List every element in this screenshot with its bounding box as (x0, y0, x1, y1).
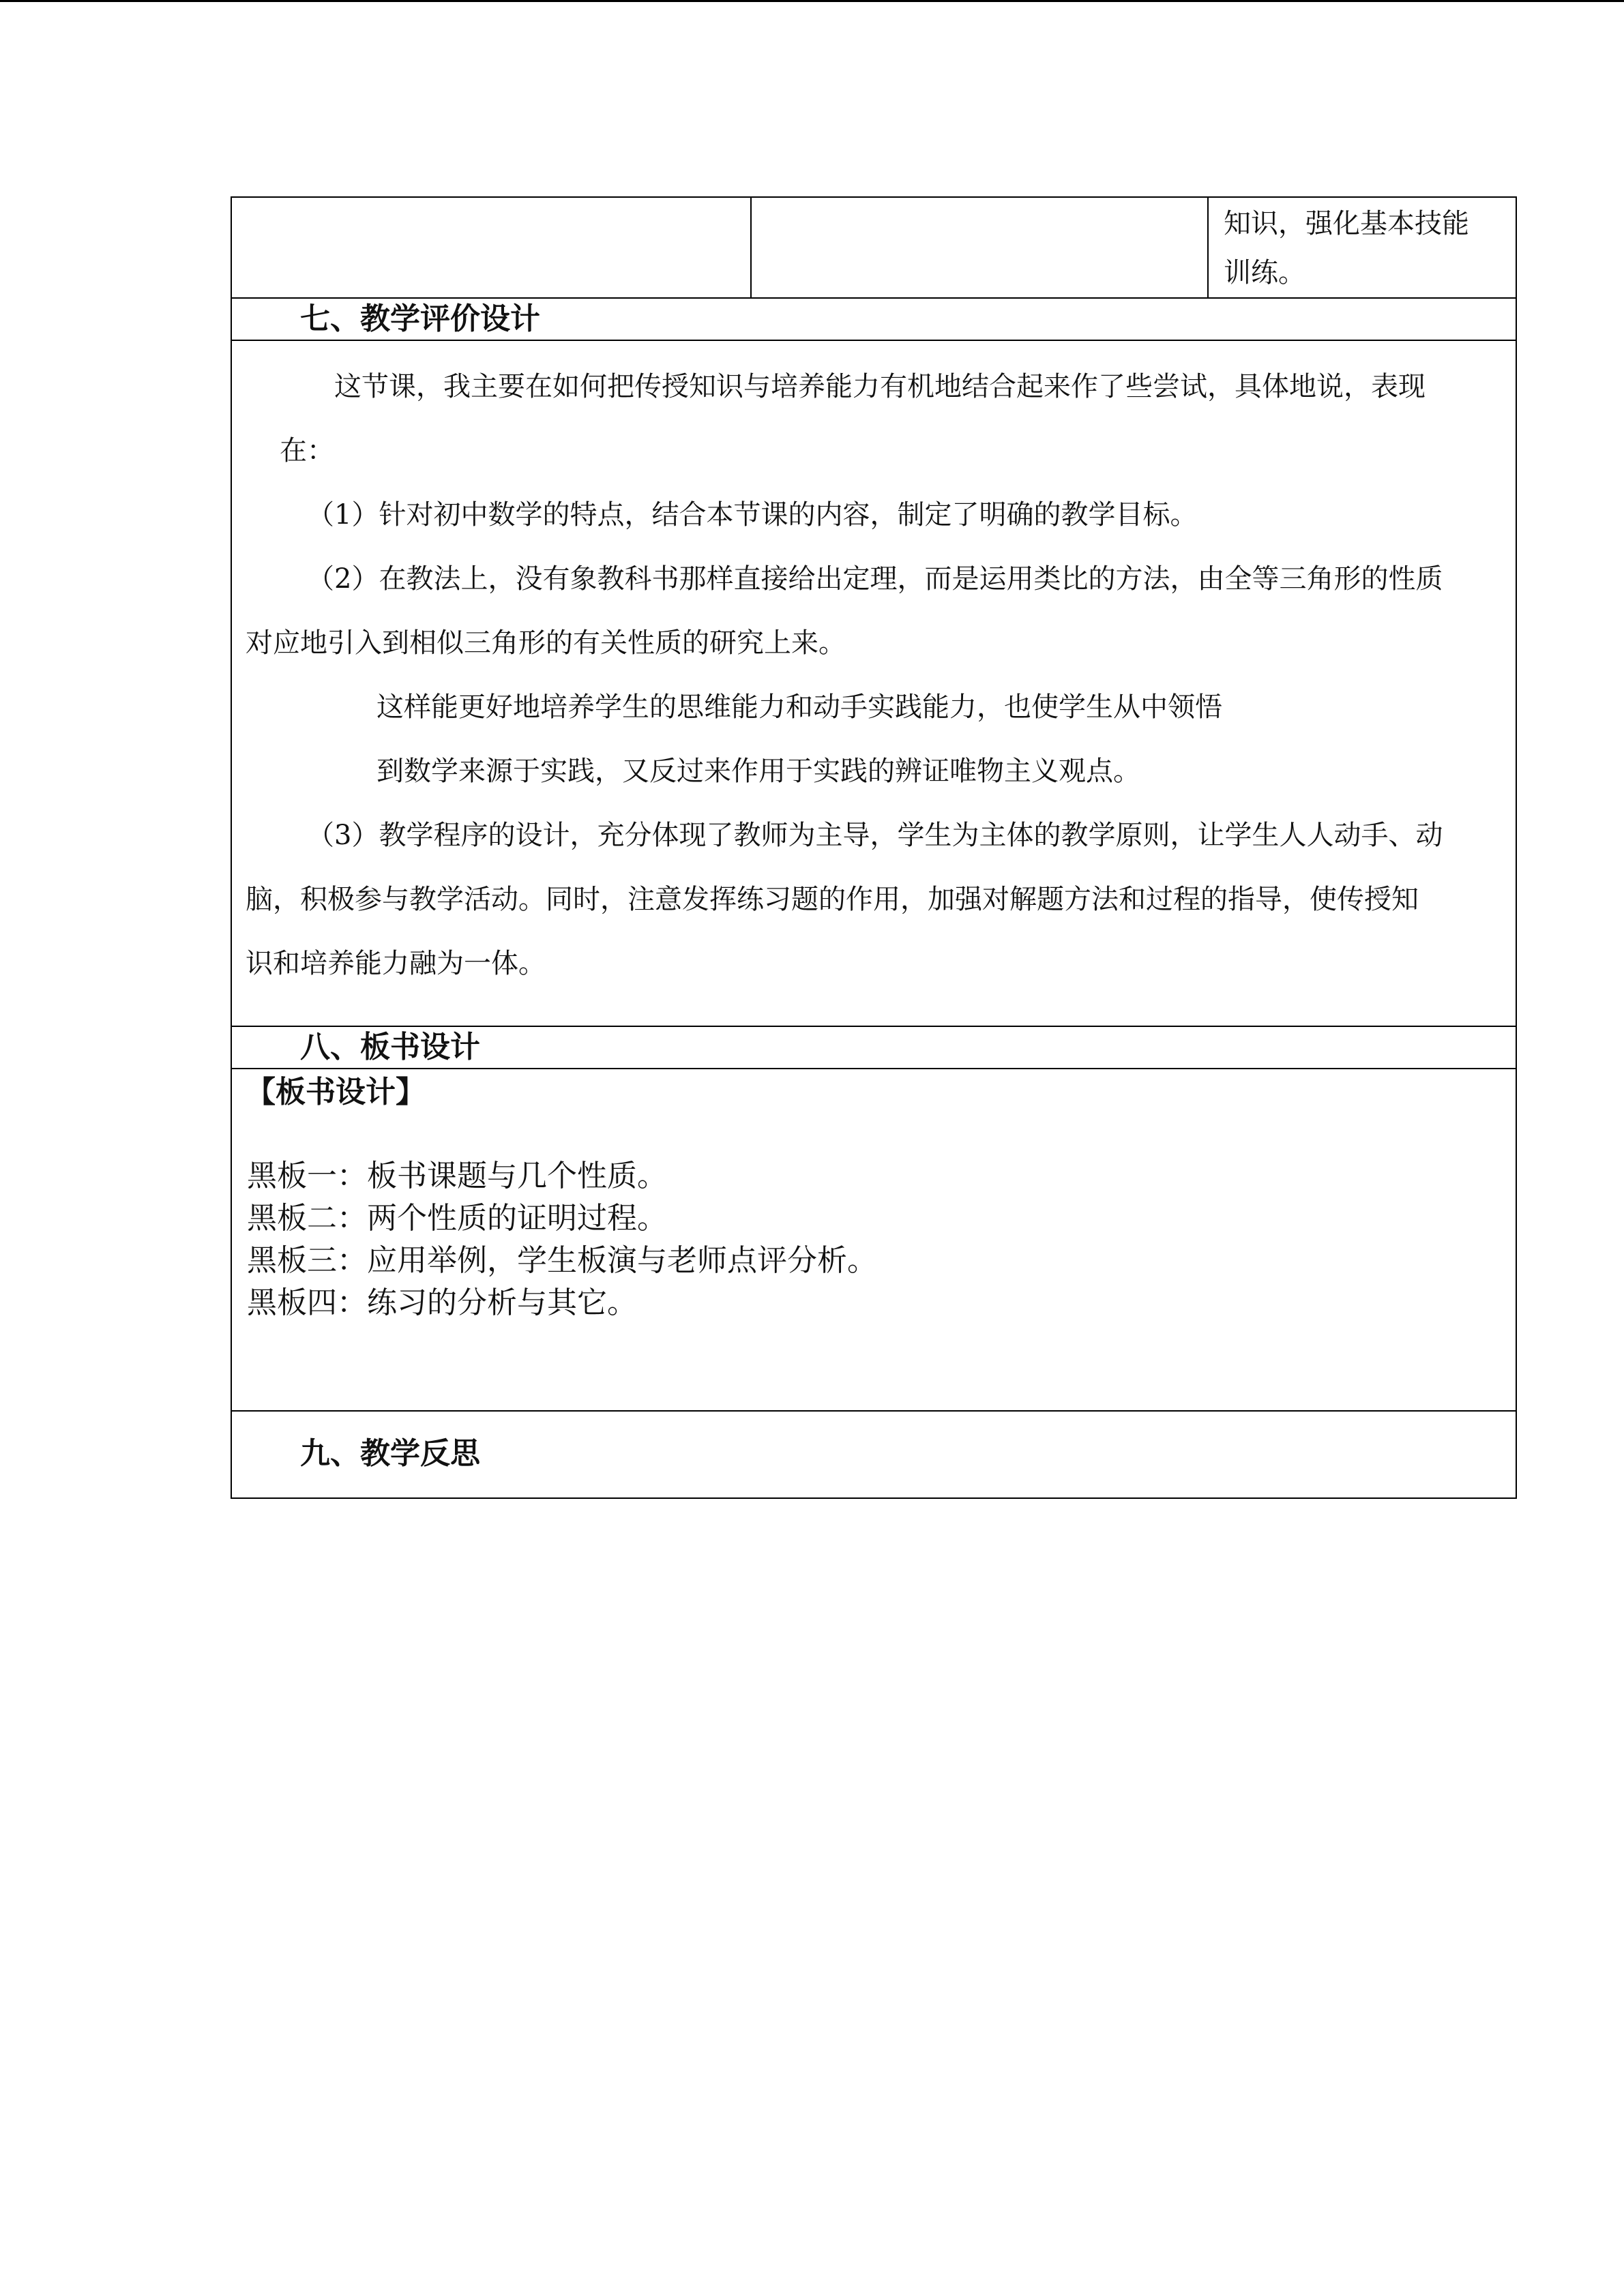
section8-body (231, 1069, 1516, 1411)
section7-header-row (231, 298, 1516, 340)
section9-title: 九、教学反思 (300, 1436, 480, 1471)
section8-body-row (231, 1069, 1516, 1411)
lesson-plan-table (231, 196, 1517, 1499)
section7-title: 七、教学评价设计 (300, 301, 540, 336)
continued-cell-3 (1208, 197, 1516, 298)
page-top-border (0, 0, 1624, 2)
continued-cell-2 (751, 197, 1208, 298)
section7-body-row (231, 340, 1516, 1026)
eval-paragraph: 到数学来源于实践，又反过来作用于实践的辨证唯物主义观点。 (377, 756, 1140, 787)
board-item: 黑板三：应用举例，学生板演与老师点评分析。 (247, 1243, 877, 1278)
eval-paragraph: 对应地引入到相似三角形的有关性质的研究上来。 (246, 627, 846, 659)
board-item: 黑板一：板书课题与几个性质。 (247, 1159, 667, 1193)
continued-row (231, 197, 1516, 298)
board-item: 黑板四：练习的分析与其它。 (247, 1285, 637, 1320)
eval-paragraph: 在： (280, 435, 334, 466)
eval-paragraph: （3）教学程序的设计，充分体现了教师为主导，学生为主体的教学原则，让学生人人动手、动 (307, 820, 1443, 851)
continued-cell-1 (231, 197, 751, 298)
continued-text-line: 知识，强化基本技能 (1224, 208, 1469, 239)
section8-header-row (231, 1026, 1516, 1069)
board-item: 黑板二：两个性质的证明过程。 (247, 1201, 667, 1236)
eval-paragraph: （2）在教法上，没有象教科书那样直接给出定理，而是运用类比的方法，由全等三角形的性质 (307, 563, 1443, 595)
continued-text-line: 训练。 (1224, 257, 1305, 288)
eval-paragraph: 脑，积极参与教学活动。同时，注意发挥练习题的作用，加强对解题方法和过程的指导，使传授知 (246, 884, 1419, 915)
section8-title: 八、板书设计 (300, 1030, 480, 1064)
section7-body (231, 340, 1516, 1026)
board-design-heading: 【板书设计】 (246, 1075, 426, 1109)
eval-paragraph: 这节课，我主要在如何把传授知识与培养能力有机地结合起来作了些尝试，具体地说，表现 (334, 371, 1426, 402)
eval-paragraph: 这样能更好地培养学生的思维能力和动手实践能力，也使学生从中领悟 (377, 691, 1222, 723)
section9-row (231, 1411, 1516, 1498)
eval-paragraph: 识和培养能力融为一体。 (246, 948, 546, 979)
eval-paragraph: （1）针对初中数学的特点，结合本节课的内容，制定了明确的教学目标。 (307, 499, 1198, 531)
